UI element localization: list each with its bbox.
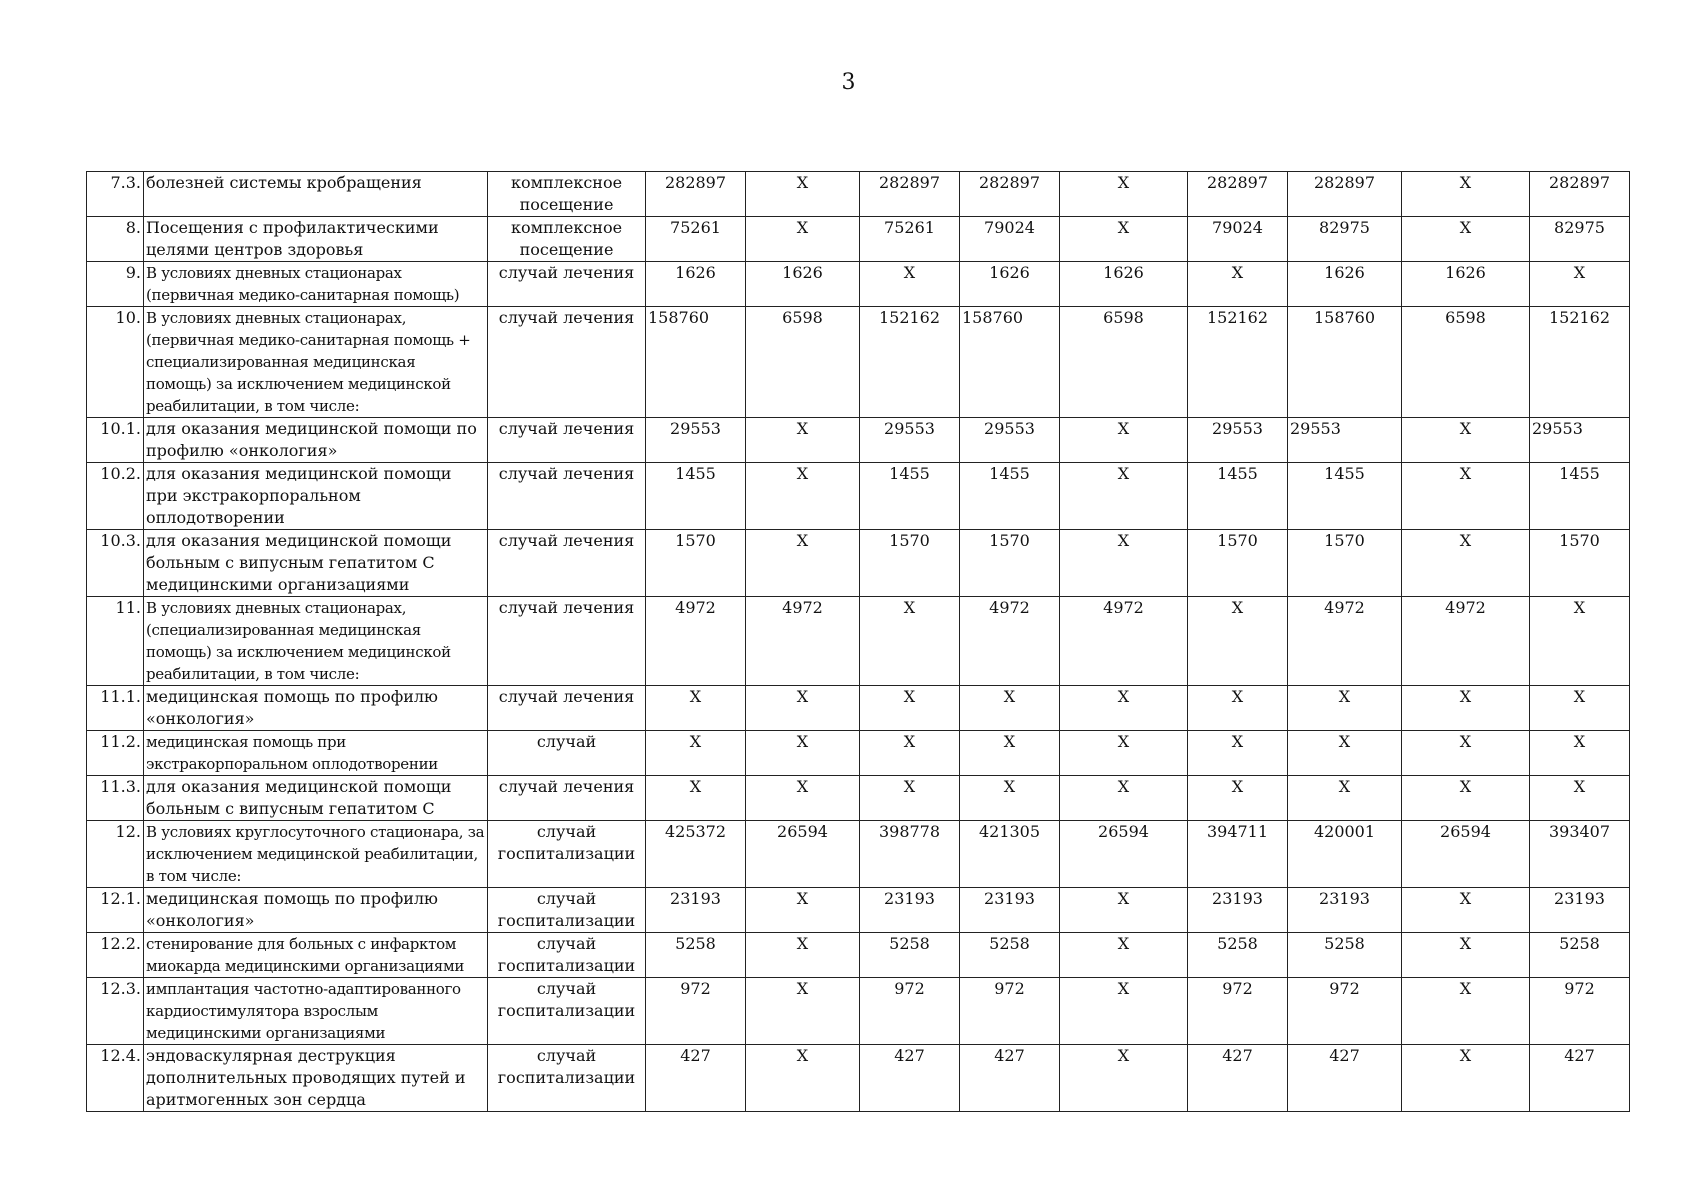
row-value: 427 xyxy=(860,1045,960,1112)
row-value: Х xyxy=(746,686,860,731)
row-value: 1626 xyxy=(646,262,746,307)
row-number: 11.1. xyxy=(87,686,144,731)
row-value: 23193 xyxy=(1530,888,1630,933)
row-value: Х xyxy=(860,597,960,686)
row-value: Х xyxy=(746,172,860,217)
row-value: 79024 xyxy=(960,217,1060,262)
row-value: 972 xyxy=(1188,978,1288,1045)
row-description: болезней системы кробращения xyxy=(144,172,488,217)
row-value: 4972 xyxy=(960,597,1060,686)
row-number: 12. xyxy=(87,821,144,888)
table-row xyxy=(87,262,1630,307)
table-row xyxy=(87,978,1630,1045)
table-row xyxy=(87,821,1630,888)
row-number: 10.2. xyxy=(87,463,144,530)
row-value: 82975 xyxy=(1530,217,1630,262)
row-value: Х xyxy=(1288,686,1402,731)
row-value: 282897 xyxy=(860,172,960,217)
row-value: Х xyxy=(1288,776,1402,821)
row-value: 4972 xyxy=(1402,597,1530,686)
row-value: 158760 xyxy=(646,307,746,418)
row-value: Х xyxy=(1060,933,1188,978)
row-value: 1570 xyxy=(1288,530,1402,597)
row-value: 29553 xyxy=(860,418,960,463)
row-value: Х xyxy=(1060,686,1188,731)
row-number: 11. xyxy=(87,597,144,686)
row-value: Х xyxy=(1060,888,1188,933)
row-value: Х xyxy=(1530,731,1630,776)
row-value: 427 xyxy=(646,1045,746,1112)
table-row xyxy=(87,1045,1630,1112)
row-value: 427 xyxy=(1288,1045,1402,1112)
row-value: 1626 xyxy=(1288,262,1402,307)
row-value: 398778 xyxy=(860,821,960,888)
row-value: 393407 xyxy=(1530,821,1630,888)
row-number: 8. xyxy=(87,217,144,262)
row-value: 427 xyxy=(1530,1045,1630,1112)
row-value: Х xyxy=(960,686,1060,731)
row-value: Х xyxy=(1060,418,1188,463)
table-row xyxy=(87,888,1630,933)
row-value: 1626 xyxy=(1402,262,1530,307)
row-value: 1570 xyxy=(1188,530,1288,597)
row-value: Х xyxy=(746,776,860,821)
row-value: 1455 xyxy=(1530,463,1630,530)
row-unit: случай госпитализации xyxy=(488,821,646,888)
row-value: 23193 xyxy=(860,888,960,933)
row-value: Х xyxy=(646,776,746,821)
row-value: 972 xyxy=(960,978,1060,1045)
row-unit: случай лечения xyxy=(488,307,646,418)
row-value: 972 xyxy=(1530,978,1630,1045)
row-value: 26594 xyxy=(746,821,860,888)
row-description: для оказания медицинской помощи при экстракорпоральном оплодотворении xyxy=(144,463,488,530)
row-value: 152162 xyxy=(1530,307,1630,418)
row-value: 75261 xyxy=(860,217,960,262)
row-value: 6598 xyxy=(746,307,860,418)
row-value: Х xyxy=(746,1045,860,1112)
row-unit: случай лечения xyxy=(488,686,646,731)
row-value: 5258 xyxy=(860,933,960,978)
row-value: Х xyxy=(1402,776,1530,821)
table-row xyxy=(87,463,1630,530)
row-value: 1455 xyxy=(646,463,746,530)
row-value: Х xyxy=(1060,172,1188,217)
row-value: Х xyxy=(1402,530,1530,597)
row-description: эндоваскулярная деструкция дополнительных проводящих путей и аритмогенных зон сердца xyxy=(144,1045,488,1112)
row-value: 972 xyxy=(860,978,960,1045)
row-unit: случай лечения xyxy=(488,418,646,463)
row-value: Х xyxy=(1530,262,1630,307)
row-value: 425372 xyxy=(646,821,746,888)
row-value: Х xyxy=(1402,686,1530,731)
row-description: имплантация частотно-адаптированного кардиостимулятора взрослым медицинскими организациями xyxy=(144,978,488,1045)
row-value: Х xyxy=(1188,686,1288,731)
row-value: Х xyxy=(1188,731,1288,776)
row-value: Х xyxy=(860,262,960,307)
row-value: Х xyxy=(746,418,860,463)
row-value: 282897 xyxy=(1530,172,1630,217)
row-value: 420001 xyxy=(1288,821,1402,888)
table-row xyxy=(87,933,1630,978)
row-value: Х xyxy=(1188,262,1288,307)
row-unit: случай лечения xyxy=(488,463,646,530)
row-value: 1455 xyxy=(1188,463,1288,530)
row-value: Х xyxy=(1530,597,1630,686)
row-value: Х xyxy=(960,776,1060,821)
row-value: 4972 xyxy=(1288,597,1402,686)
row-value: 4972 xyxy=(646,597,746,686)
row-value: 23193 xyxy=(646,888,746,933)
row-description: стенирование для больных с инфарктом миокарда медицинскими организациями xyxy=(144,933,488,978)
row-value: Х xyxy=(746,978,860,1045)
row-value: Х xyxy=(1402,731,1530,776)
row-value: Х xyxy=(1402,463,1530,530)
row-value: Х xyxy=(1060,978,1188,1045)
row-number: 10. xyxy=(87,307,144,418)
row-value: 6598 xyxy=(1402,307,1530,418)
row-value: 282897 xyxy=(646,172,746,217)
row-number: 12.1. xyxy=(87,888,144,933)
row-description: Посещения с профилактическими целями центров здоровья xyxy=(144,217,488,262)
row-value: 1626 xyxy=(960,262,1060,307)
row-value: 282897 xyxy=(1288,172,1402,217)
row-value: 6598 xyxy=(1060,307,1188,418)
row-value: 4972 xyxy=(1060,597,1188,686)
data-table xyxy=(86,171,1630,1112)
table-row xyxy=(87,217,1630,262)
row-value: 29553 xyxy=(1530,418,1630,463)
row-value: 1626 xyxy=(1060,262,1188,307)
row-unit: случай госпитализации xyxy=(488,1045,646,1112)
row-value: 5258 xyxy=(1288,933,1402,978)
row-value: Х xyxy=(1188,776,1288,821)
row-value: Х xyxy=(1060,1045,1188,1112)
row-value: Х xyxy=(746,463,860,530)
row-value: Х xyxy=(1060,217,1188,262)
row-value: Х xyxy=(1402,888,1530,933)
row-value: 152162 xyxy=(1188,307,1288,418)
row-value: Х xyxy=(960,731,1060,776)
row-description: для оказания медицинской помощи по профилю «онкология» xyxy=(144,418,488,463)
row-value: 421305 xyxy=(960,821,1060,888)
row-value: 158760 xyxy=(960,307,1060,418)
row-unit: случай госпитализации xyxy=(488,978,646,1045)
row-value: 23193 xyxy=(960,888,1060,933)
row-value: Х xyxy=(1060,776,1188,821)
row-number: 12.2. xyxy=(87,933,144,978)
table-row xyxy=(87,731,1630,776)
row-value: Х xyxy=(1402,217,1530,262)
row-description: медицинская помощь при экстракорпоральном оплодотворении xyxy=(144,731,488,776)
row-number: 10.3. xyxy=(87,530,144,597)
row-unit: случай госпитализации xyxy=(488,888,646,933)
row-value: Х xyxy=(746,933,860,978)
row-unit: случай лечения xyxy=(488,776,646,821)
row-description: для оказания медицинской помощи больным с випусным гепатитом С xyxy=(144,776,488,821)
table-row xyxy=(87,686,1630,731)
row-unit: случай лечения xyxy=(488,262,646,307)
row-number: 12.3. xyxy=(87,978,144,1045)
row-value: Х xyxy=(746,217,860,262)
row-value: Х xyxy=(1060,731,1188,776)
row-value: 29553 xyxy=(1288,418,1402,463)
row-value: 972 xyxy=(646,978,746,1045)
row-value: Х xyxy=(1402,418,1530,463)
row-description: В условиях круглосуточного стационара, за исключением медицинской реабилитации, в том числе: xyxy=(144,821,488,888)
row-value: Х xyxy=(746,888,860,933)
row-value: Х xyxy=(646,731,746,776)
row-number: 9. xyxy=(87,262,144,307)
row-value: 75261 xyxy=(646,217,746,262)
row-number: 12.4. xyxy=(87,1045,144,1112)
row-value: 82975 xyxy=(1288,217,1402,262)
row-value: Х xyxy=(1402,978,1530,1045)
row-value: Х xyxy=(1530,776,1630,821)
row-value: 1570 xyxy=(960,530,1060,597)
row-value: 5258 xyxy=(1188,933,1288,978)
table-row xyxy=(87,597,1630,686)
row-unit: случай лечения xyxy=(488,597,646,686)
row-value: Х xyxy=(1188,597,1288,686)
row-value: Х xyxy=(646,686,746,731)
row-value: 394711 xyxy=(1188,821,1288,888)
row-value: Х xyxy=(1530,686,1630,731)
row-value: 282897 xyxy=(960,172,1060,217)
row-value: 29553 xyxy=(646,418,746,463)
row-value: 282897 xyxy=(1188,172,1288,217)
row-value: 158760 xyxy=(1288,307,1402,418)
row-value: 1455 xyxy=(1288,463,1402,530)
row-value: 1570 xyxy=(860,530,960,597)
row-value: 427 xyxy=(1188,1045,1288,1112)
row-value: 1570 xyxy=(646,530,746,597)
row-value: 5258 xyxy=(960,933,1060,978)
row-value: 152162 xyxy=(860,307,960,418)
row-value: Х xyxy=(1402,1045,1530,1112)
row-value: 1455 xyxy=(960,463,1060,530)
row-value: Х xyxy=(1060,463,1188,530)
row-value: 23193 xyxy=(1288,888,1402,933)
row-value: 5258 xyxy=(1530,933,1630,978)
row-value: 1455 xyxy=(860,463,960,530)
row-value: Х xyxy=(746,530,860,597)
row-value: 427 xyxy=(960,1045,1060,1112)
row-description: медицинская помощь по профилю «онкология» xyxy=(144,686,488,731)
table-row xyxy=(87,418,1630,463)
table-row xyxy=(87,307,1630,418)
row-value: Х xyxy=(746,731,860,776)
table-row xyxy=(87,530,1630,597)
row-value: 29553 xyxy=(960,418,1060,463)
row-description: для оказания медицинской помощи больным с випусным гепатитом С медицинскими организациями xyxy=(144,530,488,597)
table-row xyxy=(87,172,1630,217)
row-unit: случай xyxy=(488,731,646,776)
row-unit: комплексное посещение xyxy=(488,172,646,217)
row-description: В условиях дневных стационарах (первичная медико-санитарная помощь) xyxy=(144,262,488,307)
row-description: медицинская помощь по профилю «онкология» xyxy=(144,888,488,933)
row-unit: случай лечения xyxy=(488,530,646,597)
row-value: Х xyxy=(1288,731,1402,776)
row-value: Х xyxy=(860,776,960,821)
table-row xyxy=(87,776,1630,821)
row-unit: комплексное посещение xyxy=(488,217,646,262)
row-value: 1626 xyxy=(746,262,860,307)
row-value: Х xyxy=(1402,172,1530,217)
row-value: 1570 xyxy=(1530,530,1630,597)
row-value: 26594 xyxy=(1402,821,1530,888)
row-value: 4972 xyxy=(746,597,860,686)
row-value: Х xyxy=(860,731,960,776)
row-value: Х xyxy=(1060,530,1188,597)
row-value: 23193 xyxy=(1188,888,1288,933)
row-value: 29553 xyxy=(1188,418,1288,463)
row-number: 11.2. xyxy=(87,731,144,776)
row-number: 7.3. xyxy=(87,172,144,217)
row-value: Х xyxy=(1402,933,1530,978)
row-value: Х xyxy=(860,686,960,731)
row-number: 10.1. xyxy=(87,418,144,463)
row-number: 11.3. xyxy=(87,776,144,821)
row-value: 26594 xyxy=(1060,821,1188,888)
row-unit: случай госпитализации xyxy=(488,933,646,978)
row-value: 972 xyxy=(1288,978,1402,1045)
row-description: В условиях дневных стационарах, (первичная медико-санитарная помощь + специализированная медицинская помощь) за исключением медицинской реабилитации, в том числе: xyxy=(144,307,488,418)
row-description: В условиях дневных стационарах, (специализированная медицинская помощь) за исключением медицинской реабилитации, в том числе: xyxy=(144,597,488,686)
row-value: 79024 xyxy=(1188,217,1288,262)
row-value: 5258 xyxy=(646,933,746,978)
page-number: 3 xyxy=(841,70,856,95)
